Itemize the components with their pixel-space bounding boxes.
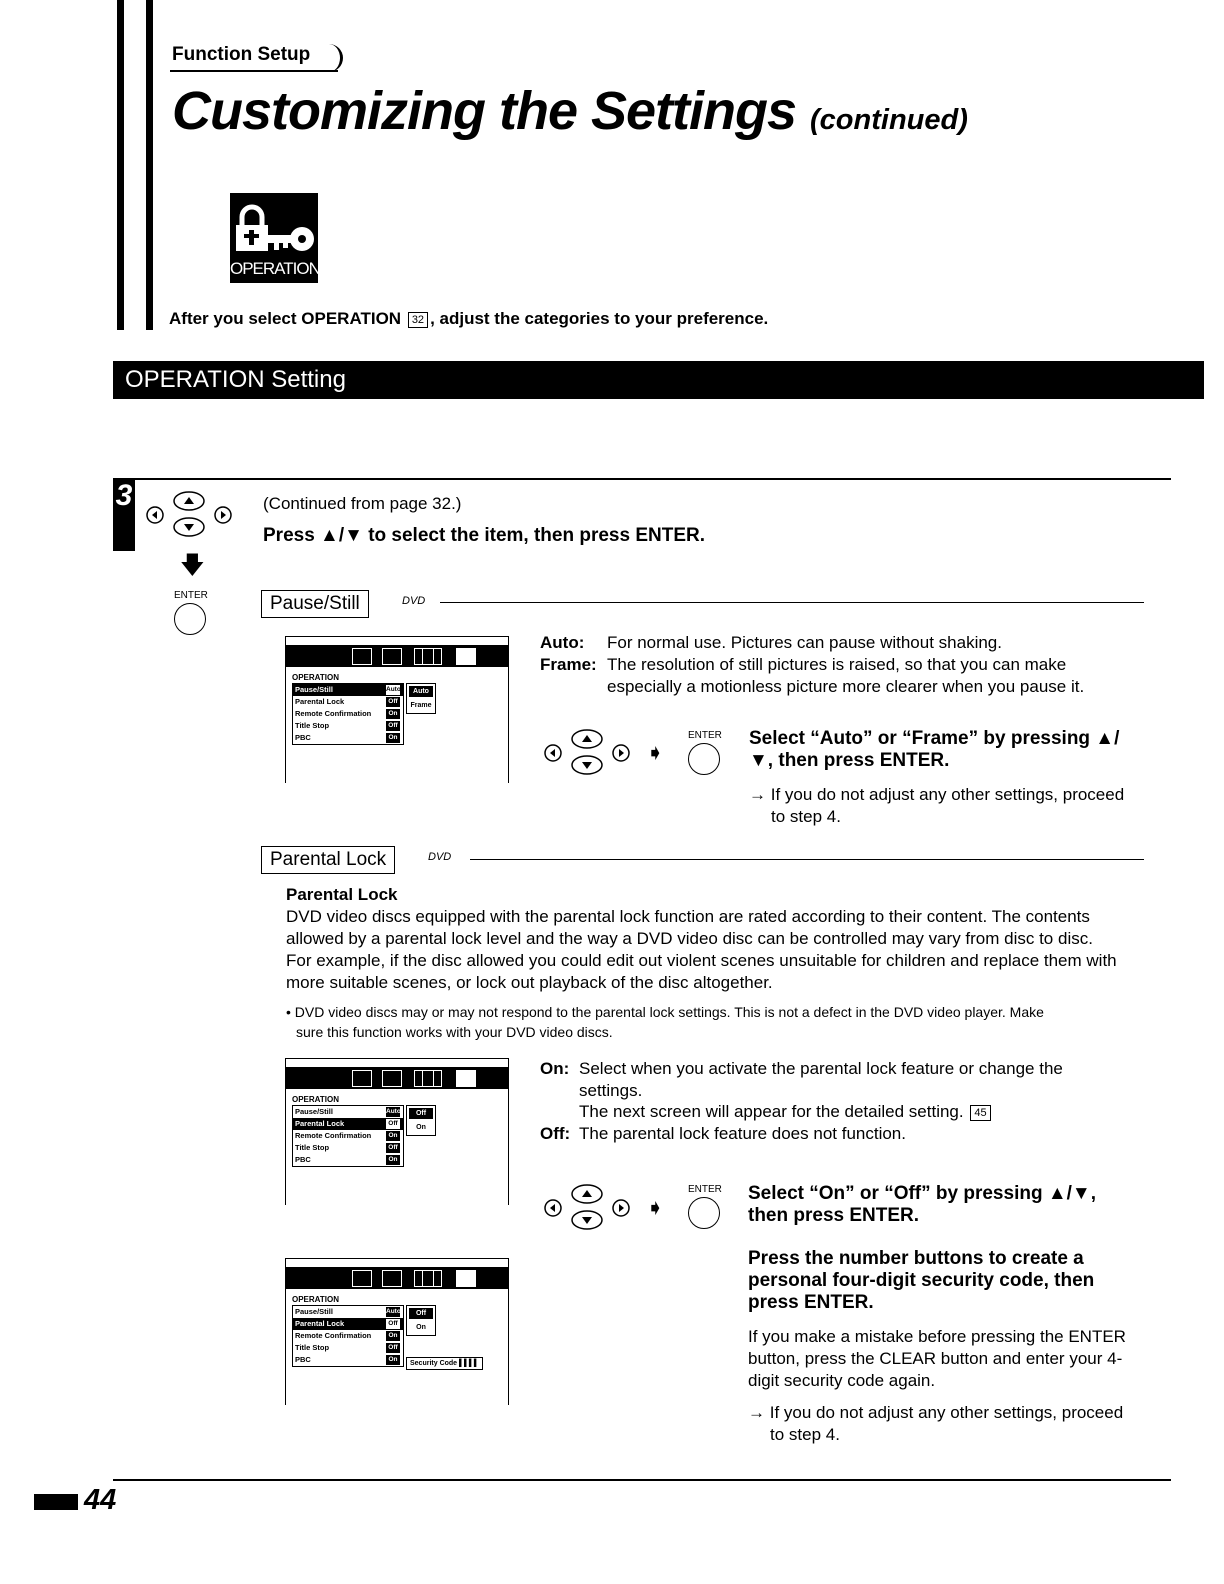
lock-option-off: Off xyxy=(409,1108,433,1119)
menu-tab-bar xyxy=(286,1067,508,1089)
menu-tab-display-icon xyxy=(422,648,442,665)
menu-tab-picture-icon xyxy=(352,648,372,665)
menu-tab-language-icon xyxy=(382,1270,402,1287)
margin-bar-inner xyxy=(146,0,153,330)
menu-tab-display-icon xyxy=(422,1270,442,1287)
code-instruction-2: personal four-digit security code, then xyxy=(748,1270,1095,1291)
lock-enter-button-icon xyxy=(688,1197,720,1229)
page-number: 44 xyxy=(84,1484,117,1516)
menu-item-value: On xyxy=(386,1355,400,1365)
menu-tab-picture-icon xyxy=(352,1270,372,1287)
step-number-tab xyxy=(113,479,135,551)
page-ref-32: 32 xyxy=(408,312,428,328)
page-title xyxy=(172,80,968,142)
intro-after: , adjust the categories to your preference. xyxy=(430,309,769,328)
mistake-1: If you make a mistake before pressing the ENTER xyxy=(748,1327,1126,1346)
step-enter-label: ENTER xyxy=(174,590,208,601)
on-desc-1: Select when you activate the parental lock feature or change the xyxy=(579,1059,1063,1078)
parental-lock-rule xyxy=(470,859,1144,860)
on-desc-3-line xyxy=(579,1101,993,1123)
intro-before: After you select OPERATION xyxy=(169,309,402,328)
menu-tab-bar xyxy=(286,1267,508,1289)
step-down-arrow-icon: 🡇 xyxy=(180,552,205,579)
menu-item-label: Parental Lock xyxy=(295,1119,345,1128)
menu-item-value: Auto xyxy=(386,686,401,693)
intro-text xyxy=(169,309,768,329)
menu-items xyxy=(292,1105,404,1167)
menu-item-label: Remote Confirmation xyxy=(295,1131,372,1140)
parental-lock-heading: Parental Lock xyxy=(286,885,398,904)
section-label: Function Setup xyxy=(172,44,311,65)
operation-icon-label: OPERATION xyxy=(230,259,320,278)
step-enter-button-icon xyxy=(174,603,206,635)
menu-item-label: Title Stop xyxy=(295,1143,330,1152)
menu-item-pause-still xyxy=(293,684,403,696)
pause-cursor-buttons-icon xyxy=(543,728,633,784)
menu-item-label: Title Stop xyxy=(295,1343,330,1352)
on-desc-2: settings. xyxy=(579,1081,643,1100)
cursor-buttons-icon xyxy=(145,490,235,546)
code-instruction-1: Press the number buttons to create a xyxy=(748,1248,1084,1269)
parental-lock-dvd-badge: DVD xyxy=(428,851,452,863)
parental-bullet-2: sure this function works with your DVD video discs. xyxy=(296,1024,613,1040)
menu-title: OPERATION xyxy=(292,1295,339,1304)
menu-item-value: On xyxy=(386,1131,400,1141)
menu-title: OPERATION xyxy=(292,673,339,682)
banner-title: OPERATION Setting xyxy=(125,366,346,393)
pause-enter-label: ENTER xyxy=(688,730,722,741)
menu-item-title-stop xyxy=(293,1342,403,1354)
mistake-2: button, press the CLEAR button and enter your 4- xyxy=(748,1349,1123,1368)
off-desc: The parental lock feature does not function. xyxy=(579,1124,906,1143)
lock-key-icon xyxy=(230,197,318,259)
pause-instruction-2: ▼, then press ENTER. xyxy=(749,750,950,771)
menu-item-value: Auto xyxy=(386,1108,401,1115)
section-label-underline xyxy=(170,70,338,72)
security-code-menu-screen xyxy=(285,1258,509,1405)
parental-para-2: allowed by a parental lock level and the way a DVD video disc can be controlled may vary from disc to disc. xyxy=(286,929,1093,948)
menu-item-value: Auto xyxy=(386,1308,401,1315)
lock-option-on: On xyxy=(416,1324,426,1331)
menu-item-label: PBC xyxy=(295,733,311,742)
menu-tab-operation-icon xyxy=(456,1270,476,1287)
menu-item-remote-confirmation xyxy=(293,1130,403,1142)
menu-items xyxy=(292,1305,404,1367)
menu-item-value: Off xyxy=(386,697,400,707)
code-instruction-3: press ENTER. xyxy=(748,1292,874,1313)
menu-item-value: Off xyxy=(386,1319,400,1329)
page-number-mark xyxy=(34,1494,78,1510)
menu-item-value: On xyxy=(386,709,400,719)
menu-item-label: Remote Confirmation xyxy=(295,1331,372,1340)
menu-item-pbc xyxy=(293,732,403,744)
menu-item-label: Parental Lock xyxy=(295,1319,345,1328)
menu-item-parental-lock xyxy=(293,696,403,708)
mistake-3: digit security code again. xyxy=(748,1371,936,1390)
page-title-suffix: (continued) xyxy=(810,104,968,136)
menu-item-value: Off xyxy=(386,721,400,731)
menu-item-label: PBC xyxy=(295,1355,311,1364)
pause-instruction-1: Select “Auto” or “Frame” by pressing ▲/ xyxy=(749,728,1120,749)
footer-rule xyxy=(113,1479,1171,1481)
on-term: On: xyxy=(540,1059,570,1078)
menu-item-parental-lock xyxy=(293,1318,403,1330)
pause-still-menu-screen xyxy=(285,636,509,783)
auto-term: Auto: xyxy=(540,633,585,652)
continued-note: (Continued from page 32.) xyxy=(263,494,462,513)
pause-options-popup xyxy=(406,683,436,714)
lock-note-2: to step 4. xyxy=(770,1425,840,1444)
menu-item-value: Off xyxy=(386,1343,400,1353)
pause-option-auto: Auto xyxy=(409,686,433,697)
parental-lock-menu-screen xyxy=(285,1058,509,1205)
lock-option-on: On xyxy=(416,1124,426,1131)
lock-note-1: → If you do not adjust any other settings, proceed xyxy=(748,1403,1124,1422)
menu-item-label: Pause/Still xyxy=(295,685,333,694)
section-label-bracket xyxy=(326,44,343,72)
menu-item-title-stop xyxy=(293,1142,403,1154)
lock-enter-label: ENTER xyxy=(688,1184,722,1195)
operation-icon xyxy=(230,193,318,283)
menu-item-label: Pause/Still xyxy=(295,1107,333,1116)
menu-item-pbc xyxy=(293,1354,403,1366)
menu-tab-picture-icon xyxy=(352,1070,372,1087)
frame-desc-2: especially a motionless picture more clearer when you pause it. xyxy=(607,677,1085,696)
step-top-rule xyxy=(113,478,1171,480)
off-term: Off: xyxy=(540,1124,571,1143)
menu-item-pbc xyxy=(293,1154,403,1166)
menu-tab-operation-icon xyxy=(456,648,476,665)
on-desc-3: The next screen will appear for the detailed setting. xyxy=(579,1102,964,1121)
menu-item-value: Off xyxy=(386,1119,400,1129)
menu-items xyxy=(292,683,404,745)
pause-enter-button-icon xyxy=(688,743,720,775)
step-number: 3 xyxy=(115,479,133,512)
menu-item-label: PBC xyxy=(295,1155,311,1164)
menu-item-label: Title Stop xyxy=(295,721,330,730)
menu-item-pause-still xyxy=(293,1306,403,1318)
lock-options-popup xyxy=(406,1105,436,1136)
lock-instruction-1: Select “On” or “Off” by pressing ▲/▼, xyxy=(748,1183,1097,1204)
page-ref-45: 45 xyxy=(970,1105,990,1121)
pause-option-frame: Frame xyxy=(410,702,432,709)
section-banner xyxy=(113,361,1204,399)
lock-options-popup xyxy=(406,1305,436,1336)
menu-item-value: On xyxy=(386,1331,400,1341)
menu-item-value: On xyxy=(386,733,400,743)
parental-para-1: DVD video discs equipped with the parental lock function are rated according to their content. The contents xyxy=(286,907,1090,926)
pause-still-label: Pause/Still xyxy=(261,590,369,618)
pause-still-dvd-badge: DVD xyxy=(402,595,426,607)
auto-desc: For normal use. Pictures can pause without shaking. xyxy=(607,633,1002,652)
menu-tab-bar xyxy=(286,645,508,667)
menu-item-pause-still xyxy=(293,1106,403,1118)
lock-option-off: Off xyxy=(409,1308,433,1319)
frame-term: Frame: xyxy=(540,655,597,674)
lock-right-arrow-icon: ➧ xyxy=(646,1195,665,1220)
menu-item-remote-confirmation xyxy=(293,708,403,720)
menu-item-value: On xyxy=(386,1155,400,1165)
lock-cursor-buttons-icon xyxy=(543,1183,633,1239)
pause-note-2: to step 4. xyxy=(771,807,841,826)
menu-item-value: Off xyxy=(386,1143,400,1153)
menu-item-label: Pause/Still xyxy=(295,1307,333,1316)
pause-note-1: → If you do not adjust any other settings, proceed xyxy=(749,785,1125,804)
parental-lock-label: Parental Lock xyxy=(261,846,395,874)
frame-desc-1: The resolution of still pictures is raised, so that you can make xyxy=(607,655,1067,674)
page-title-main: Customizing the Settings xyxy=(172,81,796,141)
menu-item-label: Parental Lock xyxy=(295,697,345,706)
pause-right-arrow-icon: ➧ xyxy=(646,740,665,765)
parental-bullet-1: • DVD video discs may or may not respond to the parental lock settings. This is not a defect in the DVD video player. Make xyxy=(286,1004,1044,1020)
lock-instruction-2: then press ENTER. xyxy=(748,1205,920,1226)
parental-para-3: For example, if the disc allowed you could edit out violent scenes unsuitable for children and replace them with xyxy=(286,951,1117,970)
margin-bar-outer xyxy=(117,0,124,330)
menu-title: OPERATION xyxy=(292,1095,339,1104)
menu-item-parental-lock xyxy=(293,1118,403,1130)
menu-tab-display-icon xyxy=(422,1070,442,1087)
parental-para-4: more suitable scenes, or lock out playback of the disc altogether. xyxy=(286,973,773,992)
menu-tab-language-icon xyxy=(382,648,402,665)
menu-item-label: Remote Confirmation xyxy=(295,709,372,718)
security-code-field: Security Code ▌▌▌▌ xyxy=(406,1357,483,1370)
pause-still-rule xyxy=(440,602,1144,603)
menu-item-remote-confirmation xyxy=(293,1330,403,1342)
menu-item-title-stop xyxy=(293,720,403,732)
step-instruction: Press ▲/▼ to select the item, then press ENTER. xyxy=(263,525,706,546)
menu-tab-operation-icon xyxy=(456,1070,476,1087)
menu-tab-language-icon xyxy=(382,1070,402,1087)
